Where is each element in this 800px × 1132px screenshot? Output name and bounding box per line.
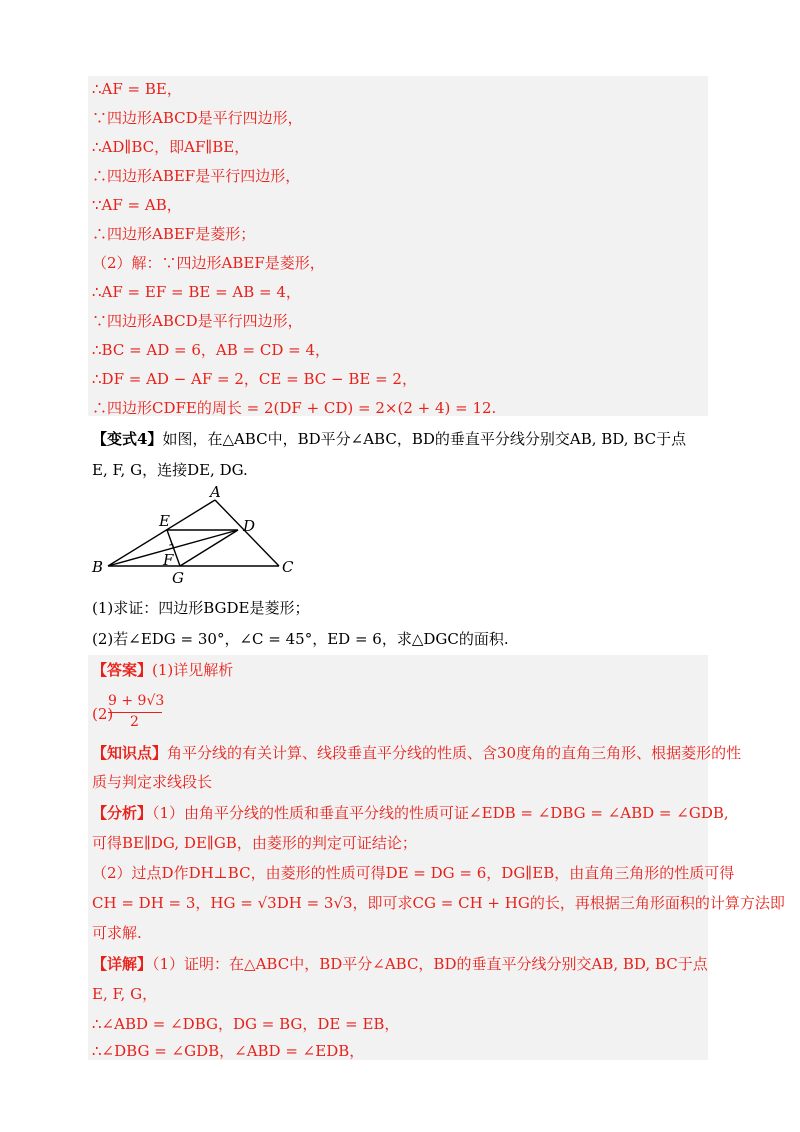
fraction-numerator: 9 + 9√3 (108, 693, 165, 709)
label-F: F (163, 551, 174, 569)
question-2: (2)若∠EDG = 30°，∠C = 45°，ED = 6，求△DGC的面积. (92, 630, 509, 648)
fraction-denominator: 2 (130, 714, 139, 730)
label-D: D (243, 517, 256, 535)
detail-text-1: （1）证明：在△ABC中，BD平分∠ABC，BD的垂直平分线分别交AB, BD, BC于点 (152, 955, 708, 973)
answer-part-1: (1)详见解析 (152, 661, 234, 679)
solution-line-2: ∵四边形ABCD是平行四边形， (92, 109, 303, 127)
problem-line-1 (92, 429, 686, 449)
problem-text-1: 如图，在△ABC中，BD平分∠ABC，BD的垂直平分线分别交AB, BD, BC于点 (162, 430, 687, 448)
solution-line-12: ∴四边形CDFE的周长 = 2(DF + CD) = 2×(2 + 4) = 12. (92, 399, 497, 417)
segment-BA (108, 500, 215, 566)
solution-line-8: ∴AF = EF = BE = AB = 4， (92, 283, 301, 301)
analysis-line-4: CH = DH = 3，HG = √3DH = 3√3，即可求CG = CH + HG的长，再根据三角形面积的计算方法即 (92, 894, 785, 912)
answer-line-1 (92, 660, 233, 680)
label-E: E (159, 512, 170, 530)
detail-line-4: ∴∠DBG = ∠GDB，∠ABD = ∠EDB， (92, 1042, 365, 1060)
detail-tag: 【详解】 (92, 955, 153, 973)
answer-part-2-prefix: (2) (92, 705, 114, 723)
solution-line-5: ∵AF = AB， (92, 196, 182, 214)
fraction-bar (108, 712, 162, 713)
analysis-text-1: （1）由角平分线的性质和垂直平分线的性质可证∠EDB = ∠DBG = ∠ABD = ∠GDB, (152, 804, 729, 822)
solution-line-7: （2）解：∵四边形ABEF是菱形， (92, 254, 325, 272)
solution-line-10: ∴BC = AD = 6，AB = CD = 4， (92, 341, 331, 359)
solution-line-1: ∴AF = BE， (92, 80, 182, 98)
solution-line-11: ∴DF = AD − AF = 2，CE = BC − BE = 2， (92, 370, 417, 388)
label-G: G (172, 569, 184, 586)
analysis-line-3: （2）过点D作DH⊥BC，由菱形的性质可得DE = DG = 6，DG∥EB，由直角三角形的性质可得 (92, 864, 735, 882)
label-C: C (282, 558, 294, 576)
knowledge-text-1: 角平分线的有关计算、线段垂直平分线的性质、含30度角的直角三角形、根据菱形的性 (167, 744, 742, 762)
knowledge-tag: 【知识点】 (92, 744, 168, 762)
analysis-line-2: 可得BE∥DG, DE∥GB，由菱形的判定可证结论； (92, 834, 417, 852)
analysis-tag: 【分析】 (92, 804, 153, 822)
problem-line-2: E, F, G，连接DE, DG. (92, 461, 248, 479)
segment-DG (180, 530, 238, 566)
solution-line-4: ∴四边形ABEF是平行四边形， (92, 167, 301, 185)
detail-line-1 (92, 954, 708, 974)
solution-line-9: ∵四边形ABCD是平行四边形， (92, 312, 303, 330)
knowledge-line-1 (92, 743, 741, 763)
detail-line-2: E, F, G， (92, 985, 158, 1003)
solution-line-3: ∴AD∥BC，即AF∥BE， (92, 138, 250, 156)
right-angle-mark (169, 544, 173, 547)
knowledge-line-2: 质与判定求线段长 (92, 773, 213, 791)
analysis-line-1 (92, 803, 729, 823)
problem-tag: 【变式4】 (92, 430, 163, 448)
answer-tag: 【答案】 (92, 661, 153, 679)
detail-line-3: ∴∠ABD = ∠DBG，DG = BG，DE = EB， (92, 1015, 400, 1033)
solution-shade-bottom (88, 655, 708, 1060)
geometry-figure (88, 486, 308, 586)
label-B: B (92, 558, 104, 576)
solution-line-6: ∴四边形ABEF是菱形； (92, 225, 256, 243)
question-1: (1)求证：四边形BGDE是菱形； (92, 599, 310, 617)
analysis-line-5: 可求解. (92, 924, 142, 942)
label-A: A (210, 486, 221, 501)
